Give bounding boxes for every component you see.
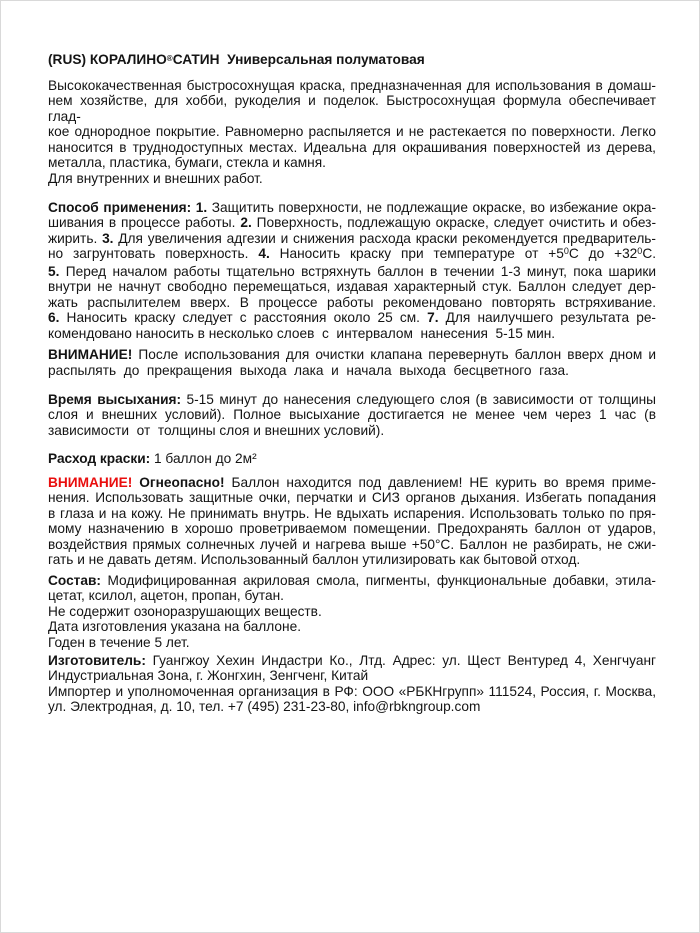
text-run: внутри не начнут свободно перемещаться, издавая характерный стук. Баллон следует дер- (48, 279, 656, 294)
text-line (48, 684, 656, 700)
manufacturer-paragraph (48, 653, 656, 715)
text-line (48, 279, 656, 295)
text-run: Время высыхания: (48, 391, 182, 407)
text-line (48, 200, 656, 216)
text-line (48, 604, 656, 620)
text-run: распылять до прекращения выхода лака и начала выхода бесцветного газа. (48, 362, 569, 378)
text-run: кое однородное покрытие. Равномерно распыляется и не растекается по поверхности. Легко (48, 124, 656, 139)
text-run: жирить. (48, 230, 103, 246)
paint-consumption-line (48, 451, 656, 467)
description-paragraph (48, 78, 656, 187)
text-run: в глаза и на кожу. Не принимать внутрь. Не вдыхать испарения. Использовать только по пря- (48, 505, 656, 521)
document-body (48, 52, 656, 715)
text-line (48, 363, 656, 379)
text-run: Для наилучшего результата ре- (438, 310, 656, 325)
text-run: Наносить краску при температуре от +5 (269, 246, 564, 261)
text-line (48, 231, 656, 247)
text-run: нем хозяйстве, для хобби, рукоделия и поделок. Быстросохнущая формула обеспечивает глад- (48, 93, 656, 124)
text-line (48, 521, 656, 537)
text-run: цетат, ксилол, ацетон, пропан, бутан. (48, 588, 284, 603)
text-run: Для внутренних и внешних работ. (48, 170, 263, 186)
text-run: Баллон находится под давлением! НЕ курить во время приме- (224, 474, 656, 490)
text-run: ВНИМАНИЕ! (48, 347, 133, 362)
text-run: гать и не давать детям. Использованный баллон утилизировать как бытовой отход. (48, 552, 581, 567)
text-line (48, 124, 656, 140)
text-run: зависимости от толщины слоя и внешних условий). (48, 422, 385, 438)
valve-cleaning-warning-paragraph (48, 347, 656, 378)
text-line (48, 552, 656, 568)
text-line (48, 93, 656, 124)
superscript-text: 0 (563, 246, 569, 256)
text-run: Огнеопасно! (139, 474, 225, 490)
text-run: слоя и внешних условий). Полное высыхание достигается не менее чем через 1 час (в (48, 407, 656, 422)
text-line (48, 619, 656, 635)
text-run: Изготовитель: (48, 652, 146, 668)
text-run: С. (642, 246, 656, 261)
text-line (48, 347, 656, 363)
text-run: (RUS) КОРАЛИНО (48, 52, 167, 67)
text-line (48, 52, 656, 70)
text-line (48, 407, 656, 423)
application-method-paragraph (48, 200, 656, 342)
text-run: Способ применения: 1. (48, 199, 208, 215)
text-run: Наносить краску следует с расстояния около 25 см. (59, 310, 428, 325)
text-run: Для увеличения адгезии и снижения расхода краски рекомендуется предваритель- (113, 230, 656, 246)
text-run: Импортер и уполномоченная организация в РФ: ООО «РБКНгрупп» 111524, Россия, г. Москва, (48, 683, 656, 699)
text-line (48, 140, 656, 156)
text-line (48, 78, 656, 94)
text-run: 7. (427, 310, 439, 325)
text-run: Расход краски: (48, 450, 151, 466)
text-run: 2. (240, 215, 252, 230)
text-run: 6. (48, 310, 60, 325)
drying-time-paragraph (48, 392, 656, 439)
text-run: 3. (102, 230, 114, 246)
text-line (48, 537, 656, 553)
text-line (48, 423, 656, 439)
text-run: Не содержит озоноразрушающих веществ. (48, 603, 322, 619)
text-line (48, 155, 656, 171)
text-run: Состав: (48, 572, 101, 588)
text-run: САТИН Универсальная полуматовая (172, 52, 425, 67)
text-run: наносится в труднодоступных местах. Идеальна для окрашивания поверхностей из дерева, (48, 139, 656, 155)
text-line (48, 635, 656, 651)
text-run: Гуангжоу Хехин Индастри Ко., Лтд. Адрес: ул. Щест Вентуред 4, Хенгчуанг (145, 652, 656, 668)
superscript-text: ® (166, 54, 173, 63)
text-run: 5. (48, 263, 60, 279)
text-run: После использования для очистки клапана перевернуть баллон вверх дном и (132, 347, 656, 362)
text-run: 1 баллон до 2м² (150, 450, 257, 466)
superscript-text: 0 (637, 246, 643, 256)
text-run: Индустриальная Зона, г. Жонгхин, Зенгченг, Китай (48, 668, 369, 683)
text-run: комендовано наносить в несколько слоев с интервалом нанесения 5-15 мин. (48, 325, 556, 341)
text-line (48, 392, 656, 408)
product-title (48, 52, 656, 70)
text-line (48, 264, 656, 280)
flammable-warning-paragraph (48, 475, 656, 568)
text-run: ул. Электродная, д. 10, тел. +7 (495) 231-23-80, info@rbkngroup.com (48, 699, 481, 714)
text-run: Дата изготовления указана на баллоне. (48, 619, 302, 634)
text-run: Поверхность, подлежащую окраске, следует очистить и обез- (251, 215, 657, 230)
text-run: Годен в течение 5 лет. (48, 634, 190, 650)
text-run: Модифицированная акриловая смола, пигменты, функциональные добавки, этила- (100, 572, 656, 588)
text-line (48, 246, 656, 264)
text-run: нения. Использовать защитные очки, перчатки и СИЗ органов дыхания. Избегать попадания (48, 490, 656, 505)
text-run: мому назначению в хорошо проветриваемом помещении. Предохранять баллон от ударов, (48, 521, 656, 536)
text-run: жать распылителем вверх. В процессе работы рекомендовано повторять встряхивание. (48, 294, 656, 310)
text-line (48, 699, 656, 715)
text-line (48, 573, 656, 589)
text-line (48, 668, 656, 684)
text-run: Высококачественная быстросохнущая краска, предназначенная для использования в домаш- (48, 77, 656, 93)
text-run: Перед началом работы тщательно встряхнуть баллон в течении 1-3 минут, пока шарики (59, 263, 656, 279)
text-line (48, 215, 656, 231)
text-line (48, 295, 656, 311)
text-line (48, 475, 656, 491)
text-line (48, 326, 656, 342)
text-run: Защитить поверхности, не подлежащие окраске, во избежание окра- (207, 199, 657, 215)
text-line (48, 171, 656, 187)
text-run: металла, пластика, бумаги, стекла и камня. (48, 155, 326, 170)
warning-emphasis-text: ВНИМАНИЕ! (48, 474, 133, 490)
text-line (48, 310, 656, 326)
text-line (48, 451, 656, 467)
text-line (48, 506, 656, 522)
composition-paragraph (48, 573, 656, 651)
text-line (48, 588, 656, 604)
text-run: шивания в процессе работы. (48, 215, 241, 230)
text-run: но загрунтовать поверхность. (48, 246, 259, 261)
text-run: 5-15 минут до нанесения следующего слоя (в зависимости от толщины (181, 391, 656, 407)
text-line (48, 490, 656, 506)
text-line (48, 653, 656, 669)
text-run: 4. (258, 246, 270, 261)
text-run: воздействия прямых солнечных лучей и нагрева выше +50°С. Баллон не разбирать, не сжи- (48, 536, 656, 552)
text-run: С до +32 (568, 246, 638, 261)
